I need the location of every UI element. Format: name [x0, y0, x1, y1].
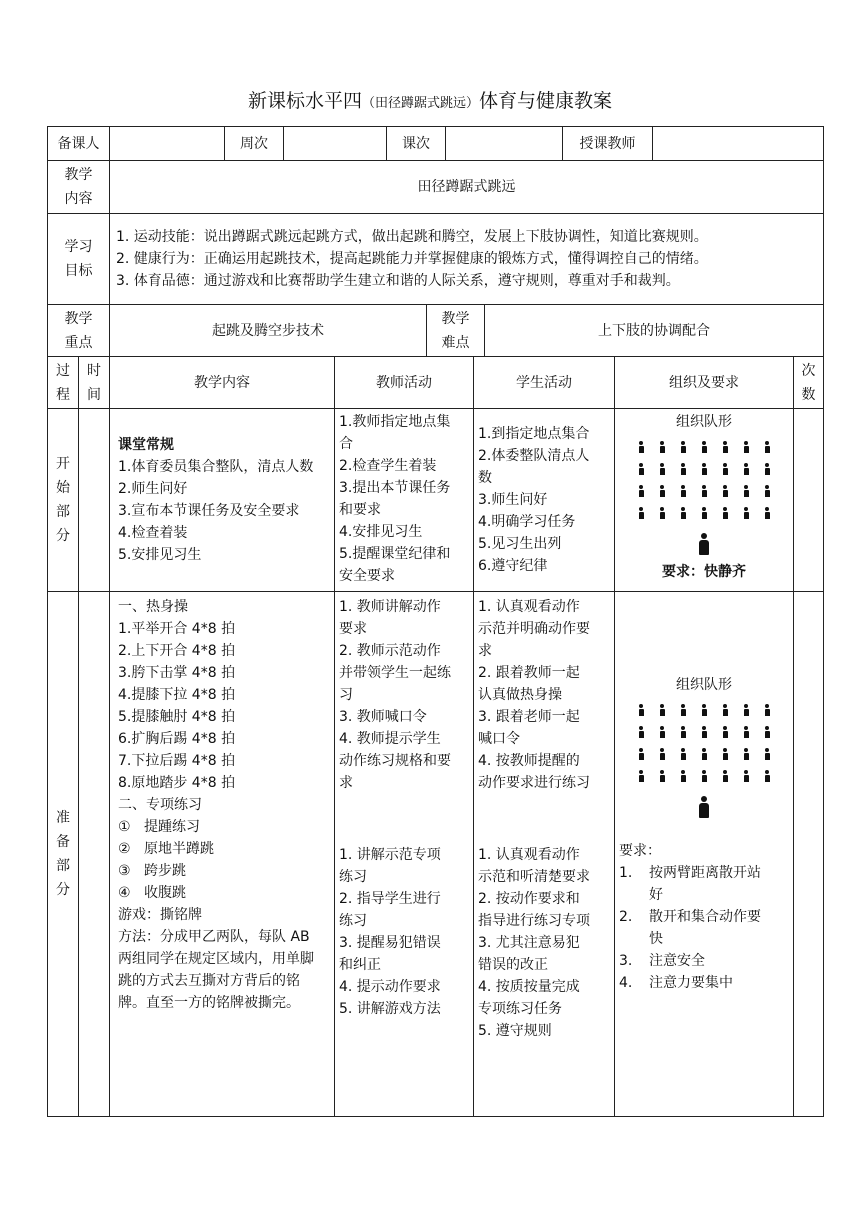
teacher-line: 1. 教师讲解动作 [339, 599, 441, 615]
student-icon [639, 704, 644, 716]
student-icon [660, 726, 665, 738]
teacher-line: 和纠正 [339, 957, 381, 973]
time-start [79, 409, 110, 592]
student-line: 4. 按质按量完成 [478, 979, 580, 995]
goals-label-2: 目标 [64, 263, 93, 279]
stage-char: 分 [56, 528, 70, 544]
week-value [284, 127, 387, 161]
student-icon [765, 726, 770, 738]
student-icon [765, 441, 770, 453]
student-icon [765, 704, 770, 716]
student-icon [702, 507, 707, 519]
student-icon [639, 441, 644, 453]
special-item [118, 838, 330, 860]
formation-row [619, 435, 789, 457]
start-student [474, 409, 615, 592]
student-line: 3.师生问好 [478, 492, 548, 508]
student-line: 1. 认真观看动作 [478, 599, 580, 615]
teacher-line: 和要求 [339, 502, 381, 518]
stage-char: 分 [56, 882, 70, 898]
student-line: 6.遵守纪律 [478, 558, 548, 574]
formation-diagram [619, 435, 789, 559]
student-icon [744, 704, 749, 716]
prep-label: 备课人 [48, 127, 110, 161]
teacher-line: 并带领学生一起练 [339, 665, 451, 681]
student-line: 4.明确学习任务 [478, 514, 576, 530]
student-icon [660, 485, 665, 497]
prep-student [474, 592, 615, 1117]
teacher-icon [699, 796, 709, 818]
student-line: 1. 认真观看动作 [478, 847, 580, 863]
warmup-item: 6.扩胸后踢 4*8 拍 [118, 731, 236, 747]
special-title: 二、专项练习 [118, 797, 202, 813]
difficulty-value: 上下肢的协调配合 [485, 305, 824, 357]
formation-row [619, 742, 789, 764]
student-icon [660, 507, 665, 519]
warmup-item: 3.胯下击掌 4*8 拍 [118, 665, 236, 681]
student-icon [765, 463, 770, 475]
warmup-item: 2.上下开合 4*8 拍 [118, 643, 236, 659]
student-icon [681, 463, 686, 475]
teacher-line: 4. 提示动作要求 [339, 979, 441, 995]
requirement-number: 1. [619, 865, 633, 881]
student-icon [660, 704, 665, 716]
page-title [0, 86, 860, 113]
stage-char: 开 [56, 456, 70, 472]
goals-label-1: 学习 [64, 239, 93, 255]
student-line: 认真做热身操 [478, 687, 562, 703]
student-icon [765, 485, 770, 497]
stage-char: 备 [56, 834, 70, 850]
student-line: 5. 遵守规则 [478, 1023, 552, 1039]
routine-item: 4.检查着装 [118, 525, 188, 541]
requirement-text: 散开和集合动作要 [649, 909, 761, 925]
prep-teacher [335, 592, 474, 1117]
student-line: 3. 尤其注意易犯 [478, 935, 580, 951]
start-teacher [335, 409, 474, 592]
requirement-item [619, 906, 789, 950]
formation-title: 组织队形 [676, 414, 732, 430]
col-teacher: 教师活动 [335, 357, 474, 409]
content-label-1: 教学 [64, 167, 93, 183]
student-line: 错误的改正 [478, 957, 548, 973]
student-icon [702, 726, 707, 738]
lesson-label: 课次 [387, 127, 446, 161]
teacher-line: 安全要求 [339, 568, 395, 584]
special-item-text: 收腹跳 [144, 885, 186, 901]
student-icon [744, 441, 749, 453]
requirement-number: 4. [619, 975, 633, 991]
formation-row [619, 479, 789, 501]
content-label [48, 161, 110, 214]
teacher-line: 4. 教师提示学生 [339, 731, 441, 747]
routine-item: 5.安排见习生 [118, 547, 202, 563]
col-time-2: 间 [87, 386, 101, 403]
student-line: 1.到指定地点集合 [478, 426, 590, 442]
prep-value [110, 127, 225, 161]
formation-row [619, 501, 789, 523]
special-item [118, 882, 330, 904]
stage-prep [48, 592, 79, 1117]
student-icon [681, 704, 686, 716]
difficulty-label-1: 教学 [441, 310, 470, 327]
student-icon [702, 770, 707, 782]
student-icon [681, 485, 686, 497]
requirement-text: 按两臂距离散开站 [649, 865, 761, 881]
formation-row [619, 698, 789, 720]
col-content: 教学内容 [110, 357, 335, 409]
special-item-number: ② [118, 841, 131, 857]
warmup-item: 1.平举开合 4*8 拍 [118, 621, 236, 637]
game-method-line: 方法：分成甲乙两队，每队 AB [118, 929, 310, 945]
col-time [79, 357, 110, 409]
formation-row [619, 457, 789, 479]
requirement-title: 要求： [619, 843, 661, 859]
warmup-item: 7.下拉后踢 4*8 拍 [118, 753, 236, 769]
routine-item: 2.师生问好 [118, 481, 188, 497]
teacher-icon [699, 533, 709, 555]
title-end: 体育与健康教案 [479, 90, 613, 112]
teacher-line: 练习 [339, 913, 367, 929]
teacher-line: 要求 [339, 621, 367, 637]
teacher-label: 授课教师 [563, 127, 653, 161]
student-icon [639, 748, 644, 760]
time-prep [79, 592, 110, 1117]
student-line: 喊口令 [478, 731, 520, 747]
student-icon [681, 770, 686, 782]
goal-item: 3. 体育品德：通过游戏和比赛帮助学生建立和谐的人际关系，遵守规则，尊重对手和裁判。 [116, 273, 680, 289]
content-label-2: 内容 [64, 191, 93, 207]
teacher-line: 动作练习规格和要 [339, 753, 451, 769]
formation-requirement: 要求：快静齐 [662, 564, 746, 580]
student-icon [660, 748, 665, 760]
student-icon [744, 748, 749, 760]
student-icon [723, 704, 728, 716]
special-item-number: ③ [118, 863, 131, 879]
teacher-line: 2.检查学生着装 [339, 458, 437, 474]
teacher-line: 4.安排见习生 [339, 524, 423, 540]
special-item [118, 860, 330, 882]
student-line: 5.见习生出列 [478, 536, 562, 552]
student-line: 示范并明确动作要 [478, 621, 590, 637]
student-icon [702, 463, 707, 475]
requirement-number: 3. [619, 953, 633, 969]
difficulty-label [427, 305, 485, 357]
student-line: 指导进行练习专项 [478, 913, 590, 929]
count-prep [794, 592, 824, 1117]
student-icon [765, 507, 770, 519]
warmup-item: 5.提膝触肘 4*8 拍 [118, 709, 236, 725]
goal-item: 1. 运动技能：说出蹲踞式跳远起跳方式，做出起跳和腾空，发展上下肢协调性，知道比赛规则。 [116, 229, 708, 245]
student-icon [723, 463, 728, 475]
col-count [794, 357, 824, 409]
student-icon [723, 748, 728, 760]
student-icon [744, 507, 749, 519]
key-difficulty-table [47, 304, 824, 357]
teacher-line: 求 [339, 775, 353, 791]
teacher-line: 5.提醒课堂纪律和 [339, 546, 451, 562]
student-icon [723, 507, 728, 519]
stage-char: 部 [56, 504, 70, 520]
col-process [48, 357, 79, 409]
col-process-2: 程 [56, 386, 70, 403]
key-label-1: 教学 [64, 310, 93, 327]
student-icon [744, 485, 749, 497]
teacher-line: 3. 教师喊口令 [339, 709, 427, 725]
student-icon [702, 441, 707, 453]
requirement-item [619, 862, 789, 906]
student-line: 求 [478, 643, 492, 659]
formation-title: 组织队形 [676, 677, 732, 693]
requirement-text: 注意力要集中 [649, 975, 733, 991]
teacher-line: 3.提出本节课任务 [339, 480, 451, 496]
title-sub: （田径蹲踞式跳远） [361, 96, 479, 111]
key-value: 起跳及腾空步技术 [110, 305, 427, 357]
student-line: 3. 跟着老师一起 [478, 709, 580, 725]
formation-row [619, 720, 789, 742]
student-icon [744, 770, 749, 782]
requirement-text: 快 [649, 931, 663, 947]
requirement-list [619, 862, 789, 994]
teacher-line: 2. 指导学生进行 [339, 891, 441, 907]
goals-list [110, 214, 824, 305]
special-item [118, 816, 330, 838]
requirement-item [619, 950, 789, 972]
key-label-2: 重点 [64, 334, 93, 351]
warmup-title: 一、热身操 [118, 599, 188, 615]
start-content [110, 409, 335, 592]
teacher-line: 习 [339, 687, 353, 703]
start-org [615, 409, 794, 592]
col-time-1: 时 [87, 362, 101, 379]
requirement-text: 好 [649, 887, 663, 903]
stage-char: 部 [56, 858, 70, 874]
student-icon [639, 507, 644, 519]
title-main: 新课标水平四 [247, 90, 362, 112]
warmup-item: 8.原地踏步 4*8 拍 [118, 775, 236, 791]
student-icon [702, 704, 707, 716]
lesson-plan-header-table [47, 126, 824, 305]
requirement-text: 注意安全 [649, 953, 705, 969]
stage-char: 准 [56, 810, 70, 826]
content-value: 田径蹲踞式跳远 [110, 161, 824, 214]
student-icon [660, 463, 665, 475]
requirement-item [619, 972, 789, 994]
lesson-value [446, 127, 563, 161]
student-icon [744, 463, 749, 475]
student-icon [702, 748, 707, 760]
routine-item: 1.体育委员集合整队，清点人数 [118, 459, 314, 475]
student-line: 4. 按教师提醒的 [478, 753, 580, 769]
student-icon [702, 485, 707, 497]
teacher-line: 合 [339, 436, 353, 452]
col-org: 组织及要求 [615, 357, 794, 409]
student-icon [723, 485, 728, 497]
teacher-value [653, 127, 824, 161]
routine-item: 3.宣布本节课任务及安全要求 [118, 503, 300, 519]
special-item-number: ① [118, 819, 131, 835]
warmup-item: 4.提膝下拉 4*8 拍 [118, 687, 236, 703]
teacher-position [619, 796, 789, 822]
special-item-text: 跨步跳 [144, 863, 186, 879]
stage-start [48, 409, 79, 592]
stage-char: 始 [56, 480, 70, 496]
difficulty-label-2: 难点 [441, 334, 470, 351]
student-icon [681, 748, 686, 760]
student-icon [660, 770, 665, 782]
student-line: 数 [478, 470, 492, 486]
prep-org [615, 592, 794, 1117]
count-start [794, 409, 824, 592]
student-icon [639, 485, 644, 497]
goal-item: 2. 健康行为：正确运用起跳技术，提高起跳能力并掌握健康的锻炼方式，懂得调控自己的情绪。 [116, 251, 708, 267]
teacher-line: 2. 教师示范动作 [339, 643, 441, 659]
formation-row [619, 764, 789, 786]
game-method-line: 两组同学在规定区域内，用单脚 [118, 951, 314, 967]
special-item-text: 提踵练习 [144, 819, 200, 835]
col-student: 学生活动 [474, 357, 615, 409]
game-method-line: 牌。直至一方的铭牌被撕完。 [118, 995, 300, 1011]
process-table [47, 356, 824, 1117]
student-icon [723, 770, 728, 782]
key-label [48, 305, 110, 357]
student-icon [639, 726, 644, 738]
student-line: 专项练习任务 [478, 1001, 562, 1017]
col-process-1: 过 [56, 362, 70, 379]
student-icon [744, 726, 749, 738]
teacher-line: 练习 [339, 869, 367, 885]
goals-label [48, 214, 110, 305]
col-count-2: 数 [801, 386, 816, 403]
student-line: 2.体委整队清点人 [478, 448, 590, 464]
student-icon [660, 441, 665, 453]
teacher-position [619, 533, 789, 559]
student-icon [765, 770, 770, 782]
student-icon [639, 463, 644, 475]
student-line: 2. 跟着教师一起 [478, 665, 580, 681]
student-icon [681, 507, 686, 519]
student-icon [681, 726, 686, 738]
teacher-line: 1.教师指定地点集 [339, 414, 451, 430]
special-item-number: ④ [118, 885, 131, 901]
student-line: 2. 按动作要求和 [478, 891, 580, 907]
prep-content [110, 592, 335, 1117]
game-method-line: 跳的方式去互撕对方背后的铭 [118, 973, 300, 989]
teacher-line: 1. 讲解示范专项 [339, 847, 441, 863]
special-item-text: 原地半蹲跳 [144, 841, 214, 857]
col-count-1: 次 [801, 362, 816, 379]
student-icon [723, 726, 728, 738]
routine-title: 课堂常规 [118, 437, 174, 453]
student-icon [723, 441, 728, 453]
week-label: 周次 [225, 127, 284, 161]
teacher-line: 5. 讲解游戏方法 [339, 1001, 441, 1017]
student-icon [639, 770, 644, 782]
student-line: 示范和听清楚要求 [478, 869, 590, 885]
student-line: 动作要求进行练习 [478, 775, 590, 791]
game-title: 游戏：撕铭牌 [118, 907, 202, 923]
student-icon [765, 748, 770, 760]
formation-diagram [619, 698, 789, 822]
student-icon [681, 441, 686, 453]
teacher-line: 3. 提醒易犯错误 [339, 935, 441, 951]
requirement-number: 2. [619, 909, 633, 925]
